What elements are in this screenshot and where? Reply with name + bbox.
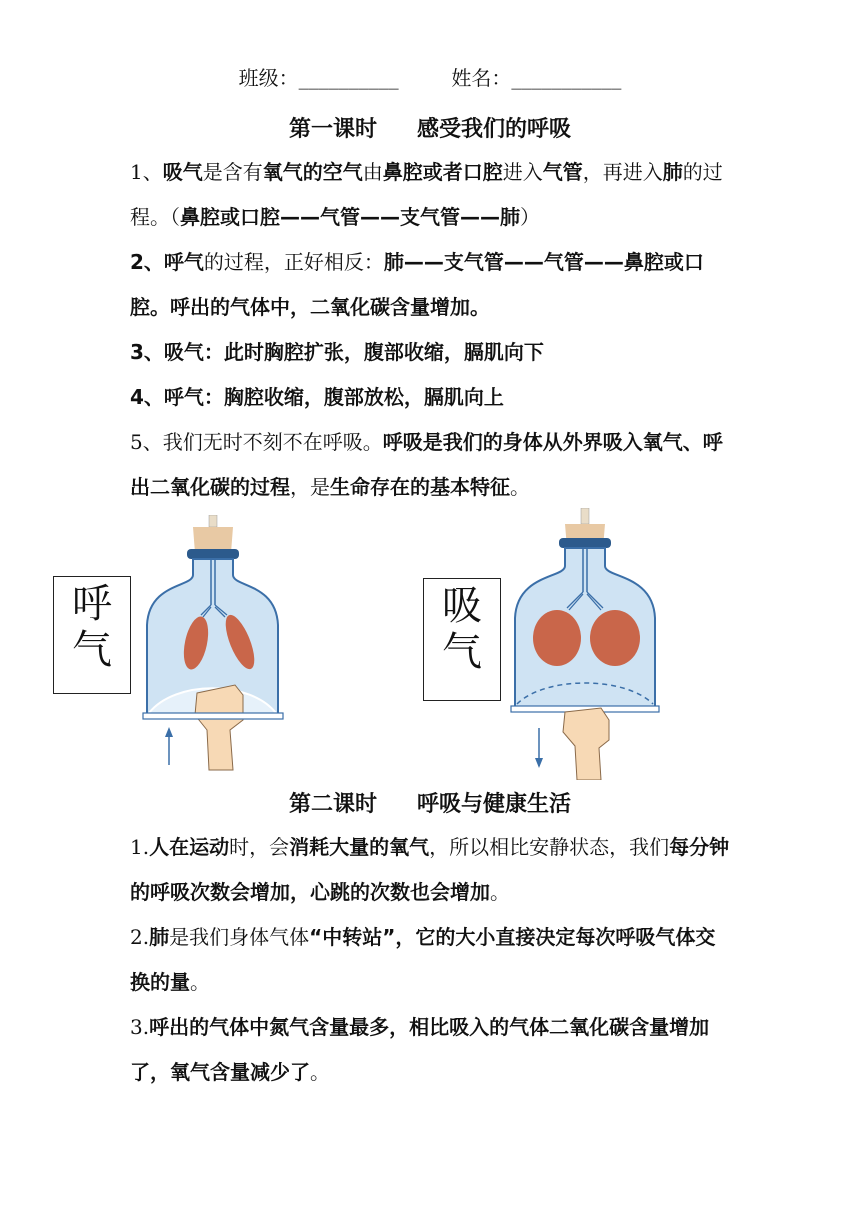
text-run: 气管 — [542, 160, 583, 184]
text-run: ，是 — [290, 475, 330, 499]
text-run: 的过程，正好相反： — [203, 250, 384, 274]
lesson2-title-number: 第二课时 — [288, 792, 377, 817]
text-run: 呼吸是我们的身体从外界吸入氧气、呼出二氧化碳的过程 — [130, 430, 723, 499]
text-run: 5、我们无时不刻不在呼吸。 — [130, 430, 383, 454]
text-run: 。 — [190, 970, 210, 994]
text-run: 3. — [130, 1015, 150, 1039]
text-run: 鼻腔或口腔——气管——支气管——肺 — [180, 205, 520, 229]
text-run: ，所以相比安静状态，我们 — [429, 835, 670, 859]
text-run: 时，会 — [229, 835, 290, 859]
lesson1-point-3: 3、吸气：此时胸腔扩张，腹部收缩，膈肌向下 — [130, 340, 544, 364]
exhale-label-box — [53, 576, 131, 694]
class-label: 班级： — [238, 66, 299, 90]
name-blank: ___________ — [511, 66, 622, 90]
text-run: 。 — [490, 880, 510, 904]
lesson2-title-topic: 呼吸与健康生活 — [417, 792, 572, 817]
exhale-jar-illustration — [135, 515, 290, 775]
text-run: 肺 — [149, 925, 170, 949]
lesson1-title-topic: 感受我们的呼吸 — [417, 117, 572, 142]
text-run: ，再进入 — [582, 160, 663, 184]
text-run: 1. — [130, 835, 150, 859]
text-run: 消耗大量的氧气 — [289, 835, 430, 859]
text-run: 吸气 — [162, 160, 203, 184]
exhale-label: 呼气 — [72, 581, 112, 673]
text-run: 1、 — [130, 160, 163, 184]
text-run: 肺——支气管——气管——鼻腔或口腔。呼出的气体中，二氧化碳含量增加。 — [130, 250, 704, 319]
text-run: 呼出的气体中氮气含量最多，相比吸入的气体二氧化碳含量增加了，氧气含量减少了 — [130, 1015, 710, 1084]
class-blank: __________ — [298, 66, 399, 90]
lesson2-title — [0, 787, 860, 818]
lesson1-point-5 — [130, 420, 735, 510]
inhale-label: 吸气 — [442, 583, 482, 675]
lesson2-point-3 — [130, 1005, 735, 1095]
text-run: 是含有 — [202, 160, 263, 184]
text-run: 鼻腔或者口腔 — [382, 160, 503, 184]
text-run: 是我们身体气体 — [169, 925, 310, 949]
text-run: 进入 — [502, 160, 543, 184]
text-run: 氧气的空气 — [262, 160, 363, 184]
text-run: 生命存在的基本特征 — [330, 475, 510, 499]
lesson1-point-4: 4、呼气：胸腔收缩，腹部放松，膈肌向上 — [130, 385, 504, 409]
inhale-label-box — [423, 578, 501, 701]
text-run: 由 — [362, 160, 383, 184]
text-run: ） — [520, 205, 540, 229]
text-run: 。 — [510, 475, 530, 499]
text-run: 2. — [130, 925, 150, 949]
lesson1-point-1 — [130, 150, 735, 240]
text-run: 每分钟的呼吸次数会增加，心跳的次数也会增加 — [130, 835, 730, 904]
lesson2-point-2 — [130, 915, 735, 1005]
lesson1-title-number: 第一课时 — [288, 117, 377, 142]
text-run: 的过程。（ — [130, 160, 723, 229]
text-run: 。 — [310, 1060, 330, 1084]
name-label: 姓名： — [451, 66, 512, 90]
lesson1-title — [0, 112, 860, 143]
left-lung-shape — [533, 610, 581, 666]
text-run: 2、呼气 — [130, 250, 204, 274]
inhale-jar-illustration — [505, 508, 665, 780]
text-run: 人在运动 — [149, 835, 230, 859]
text-run: “中转站”，它的大小直接决定每次呼吸气体交换的量 — [130, 925, 716, 994]
text-run: 肺 — [662, 160, 683, 184]
student-info-line — [0, 62, 860, 91]
lesson2-point-1 — [130, 825, 735, 915]
right-lung-shape — [590, 610, 640, 666]
lesson1-point-2 — [130, 240, 735, 330]
